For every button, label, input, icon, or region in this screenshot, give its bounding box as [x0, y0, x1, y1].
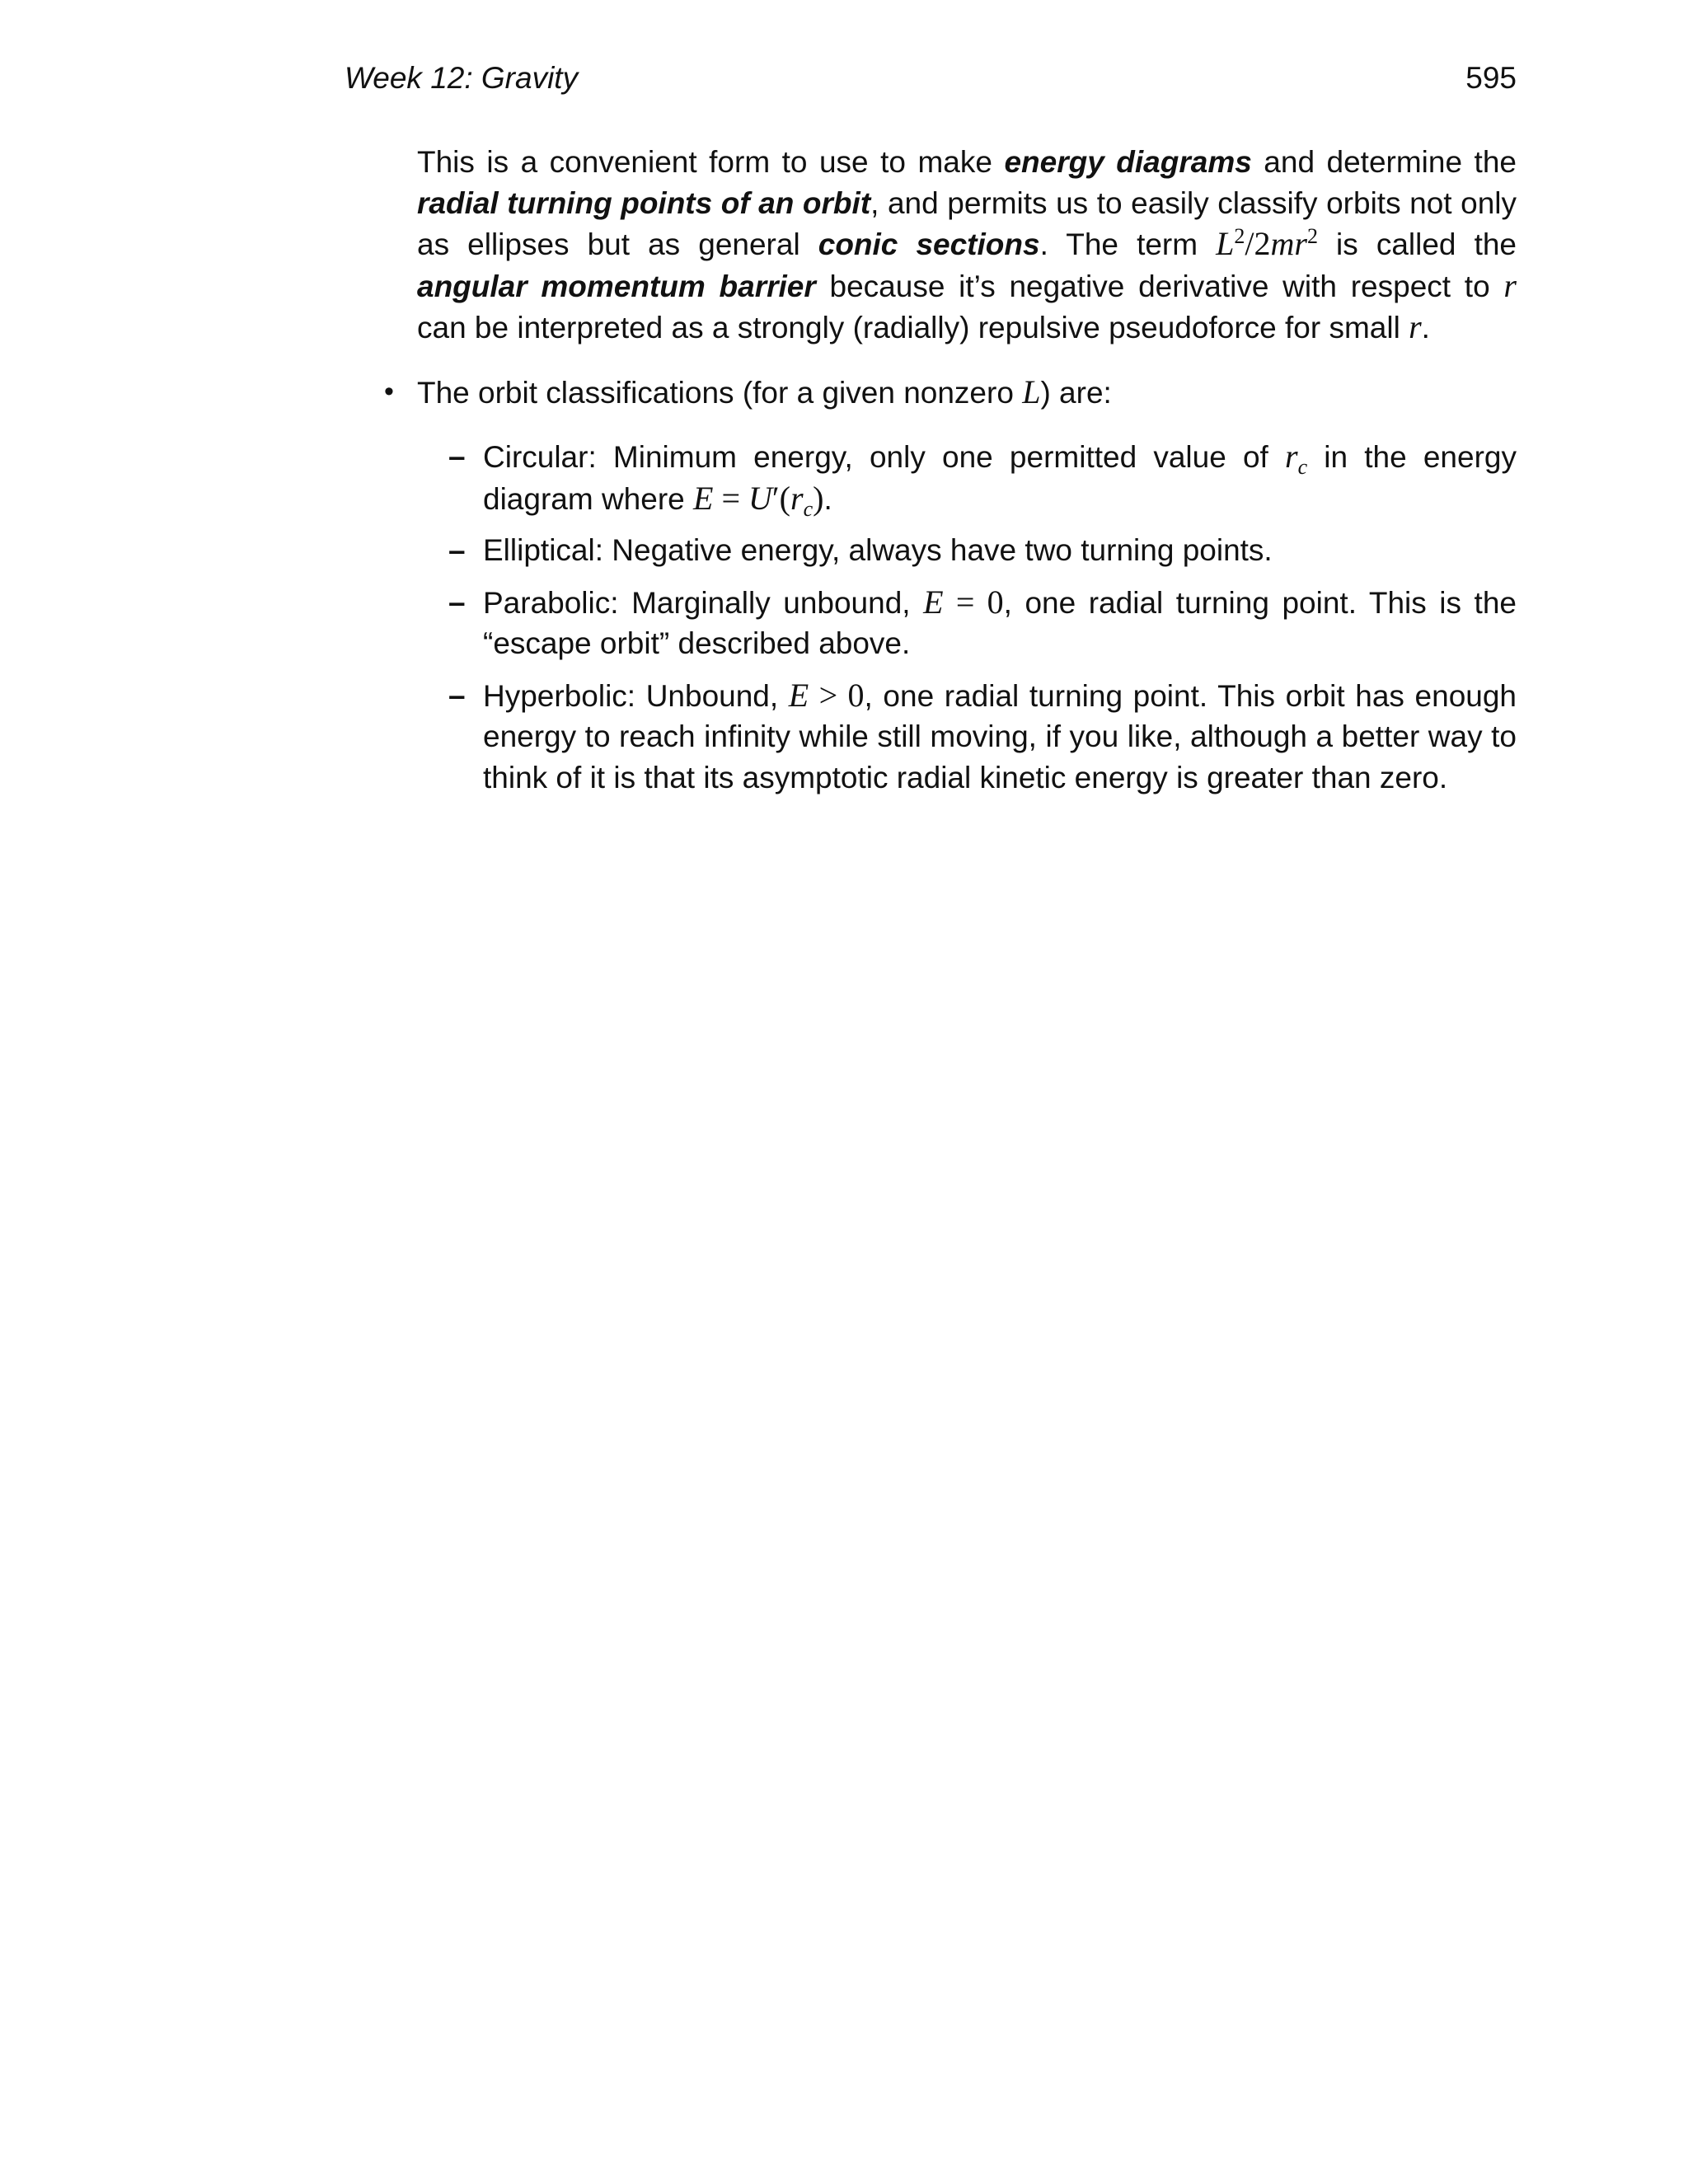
- math-energy-equation: $E = U'(r_c)$: [693, 479, 824, 521]
- math-barrier-term: $L^2/2mr^2$: [1216, 224, 1318, 262]
- dash-icon: –: [448, 533, 466, 567]
- page-number: 595: [1465, 61, 1517, 95]
- dash-icon: –: [448, 584, 466, 619]
- term-angular-momentum-barrier: angular momentum barrier: [417, 269, 816, 303]
- text-run: The orbit classifications (for a given nonzero: [417, 375, 1023, 410]
- text-run: This is a convenient form to use to make: [417, 145, 1005, 179]
- text-run: Circular: Minimum energy, only one permitted value of: [483, 440, 1285, 474]
- math-relation: = 0: [943, 583, 1004, 621]
- text-run: in the energy diagram where: [483, 440, 1517, 516]
- running-title: Week 12: Gravity: [345, 61, 579, 95]
- text-run: , one radial turning point. This is the “escape orbit” described above.: [483, 585, 1517, 660]
- list-item-parabolic: [448, 582, 1517, 664]
- intro-paragraph: [417, 142, 1517, 349]
- math-r: r: [1503, 266, 1517, 304]
- text-run: because it’s negative derivative with respect to: [815, 269, 1504, 303]
- math-r: r: [1409, 308, 1422, 345]
- term-radial-turning-points: radial turning points of an orbit: [417, 185, 871, 220]
- bullet-item-orbit-classifications: [384, 372, 1517, 799]
- term-energy-diagrams: energy diagrams: [1004, 145, 1252, 179]
- text-run: and determine the: [1251, 145, 1517, 179]
- term-conic-sections: conic sections: [818, 227, 1040, 261]
- text-run: is called the: [1317, 227, 1517, 261]
- dash-icon: –: [448, 677, 466, 712]
- math-relation: > 0: [809, 676, 865, 714]
- text-run: .: [823, 481, 832, 516]
- text-run: . The term: [1039, 227, 1217, 261]
- bullet-icon: •: [384, 375, 394, 407]
- list-item-elliptical: [448, 530, 1517, 571]
- math-E: E: [923, 583, 944, 621]
- orbit-type-list: [417, 436, 1517, 798]
- dash-icon: –: [448, 439, 466, 473]
- text-run: , one radial turning point. This orbit has enough energy to reach infinity while still moving, if you like, although a better way to think of it is that its asymptotic radial kinetic energy is greater than zero.: [483, 678, 1517, 794]
- math-rc: r: [1284, 438, 1298, 475]
- text-run: , and permits us to easily classify orbits not only as ellipses but as general: [417, 185, 1517, 261]
- text-run: .: [1421, 311, 1430, 344]
- page-header: [345, 61, 1517, 104]
- text-run: Parabolic: Marginally unbound,: [483, 585, 924, 620]
- math-L: L: [1022, 373, 1041, 410]
- text-run: Hyperbolic: Unbound,: [483, 678, 789, 713]
- math-E: E: [788, 676, 809, 714]
- list-item-hyperbolic: [448, 675, 1517, 799]
- page-body: [345, 142, 1517, 808]
- text-run: can be interpreted as a strongly (radially) repulsive pseudoforce for small: [417, 311, 1409, 344]
- text-run: ) are:: [1040, 375, 1112, 410]
- text-run: Elliptical: Negative energy, always have two turning points.: [483, 533, 1273, 567]
- list-item-circular: – Circular: Minimum energy, only one permitted value of $r_c$ in the energy diagram where $E = U'(r_c)$.: [448, 438, 1517, 521]
